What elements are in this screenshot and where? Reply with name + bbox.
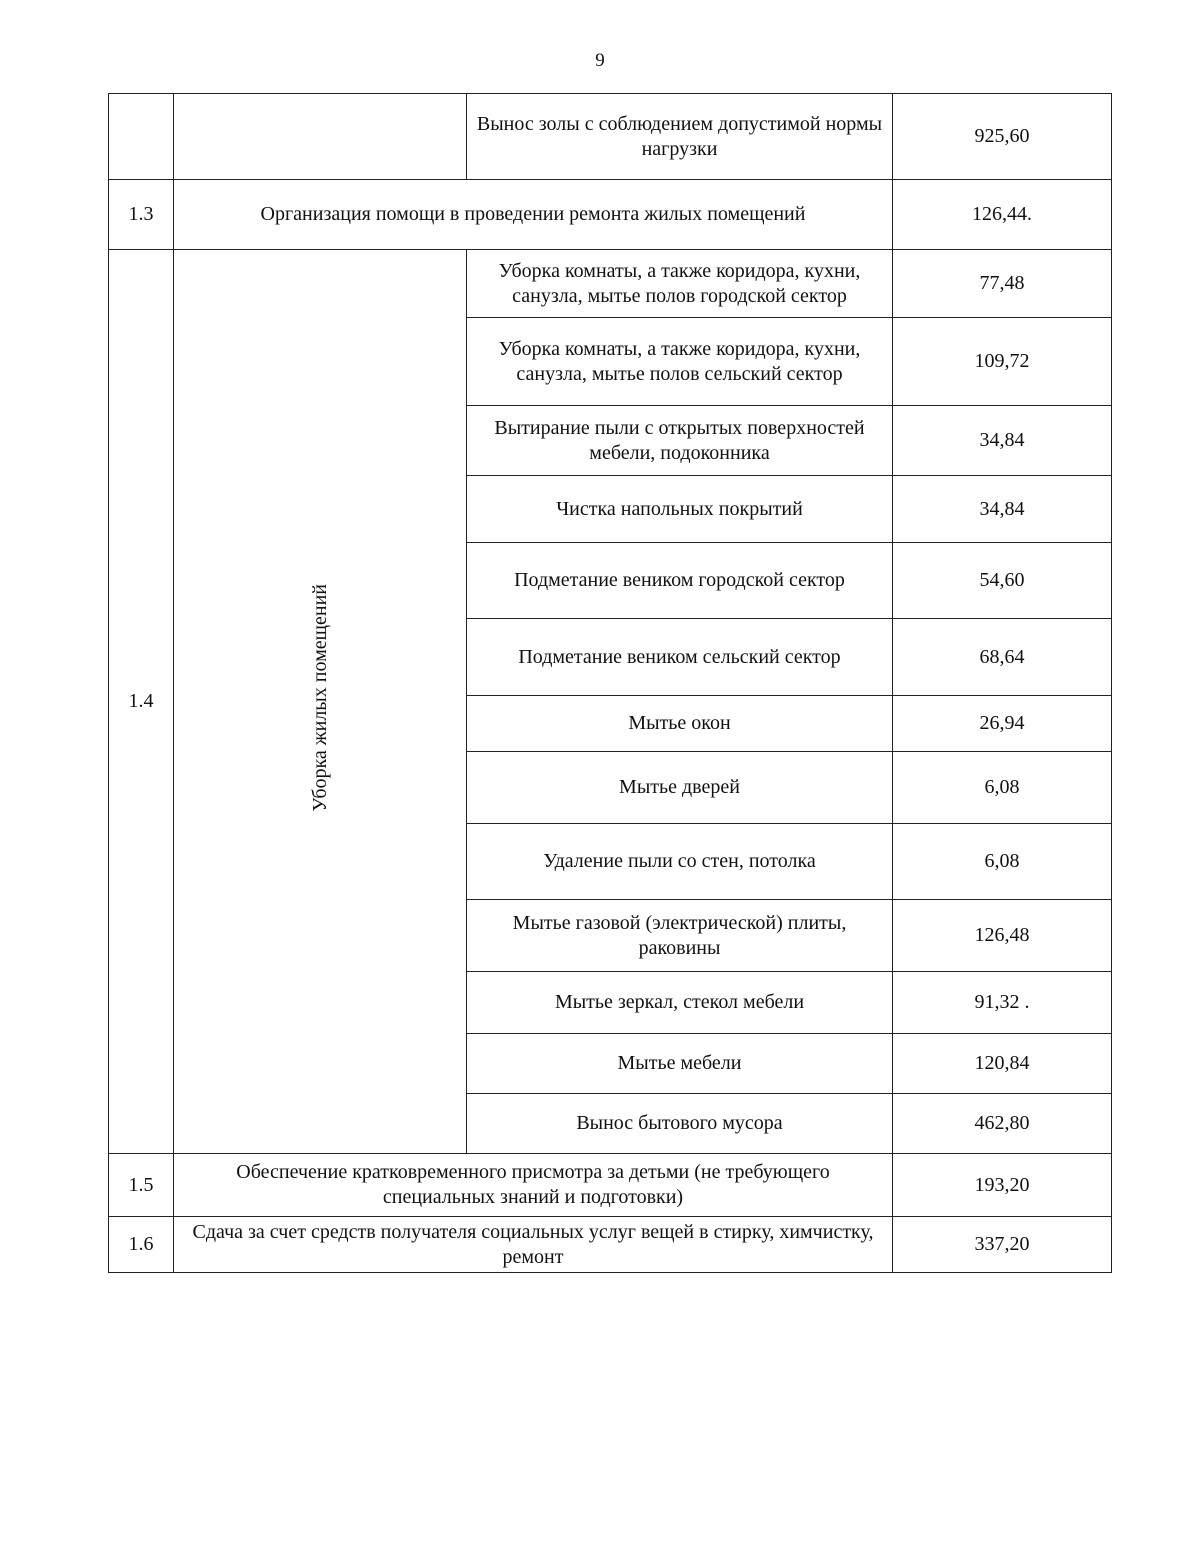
price-cell: 126,48 [893, 900, 1112, 972]
service-name-cell: Мытье газовой (электрической) плиты, раковины [467, 900, 893, 972]
page-number: 9 [595, 50, 605, 71]
number-cell: 1.4 [109, 250, 174, 1154]
number-cell [109, 94, 174, 180]
service-name-cell: Вытирание пыли с открытых поверхностей мебели, подоконника [467, 406, 893, 476]
service-name-cell: Вынос золы с соблюдением допустимой нормы нагрузки [467, 94, 893, 180]
price-cell: 925,60 [893, 94, 1112, 180]
service-name-cell: Уборка комнаты, а также коридора, кухни, санузла, мытье полов городской сектор [467, 250, 893, 318]
service-name-cell: Мытье мебели [467, 1034, 893, 1094]
price-cell: 68,64 [893, 619, 1112, 696]
table-row [109, 1154, 1112, 1217]
price-cell: 6,08 [893, 752, 1112, 824]
service-title-cell: Сдача за счет средств получателя социальных услуг вещей в стирку, химчистку, ремонт [174, 1217, 893, 1273]
service-name-cell: Подметание веником сельский сектор [467, 619, 893, 696]
price-cell: 77,48 [893, 250, 1112, 318]
service-name-cell: Уборка комнаты, а также коридора, кухни, санузла, мытье полов сельский сектор [467, 318, 893, 406]
price-cell: 337,20 [893, 1217, 1112, 1273]
group-cell [174, 94, 467, 180]
price-cell: 54,60 [893, 543, 1112, 619]
service-name-cell: Подметание веником городской сектор [467, 543, 893, 619]
price-cell: 34,84 [893, 406, 1112, 476]
service-title-cell: Обеспечение кратковременного присмотра за детьми (не требующего специальных знаний и подготовки) [174, 1154, 893, 1217]
group-label: Уборка жилых помещений [308, 584, 331, 812]
number-cell: 1.5 [109, 1154, 174, 1217]
services-price-table [108, 93, 1112, 1273]
price-cell: 26,94 [893, 696, 1112, 752]
price-cell: 91,32 . [893, 972, 1112, 1034]
price-cell: 120,84 [893, 1034, 1112, 1094]
service-name-cell: Мытье окон [467, 696, 893, 752]
number-cell: 1.3 [109, 180, 174, 250]
price-cell: 34,84 [893, 476, 1112, 543]
service-name-cell: Мытье дверей [467, 752, 893, 824]
price-value: 91,32 [974, 991, 1020, 1013]
group-cell [174, 250, 467, 1154]
price-value: 126,44 [972, 203, 1027, 225]
service-name-cell: Удаление пыли со стен, потолка [467, 824, 893, 900]
service-name-cell: Вынос бытового мусора [467, 1094, 893, 1154]
price-cell: 109,72 [893, 318, 1112, 406]
service-name-cell: Мытье зеркал, стекол мебели [467, 972, 893, 1034]
price-cell: 462,80 [893, 1094, 1112, 1154]
table-row [109, 1217, 1112, 1273]
table-row [109, 94, 1112, 180]
price-cell: 126,44. [893, 180, 1112, 250]
number-cell: 1.6 [109, 1217, 174, 1273]
price-cell: 6,08 [893, 824, 1112, 900]
service-title-cell: Организация помощи в проведении ремонта жилых помещений [174, 180, 893, 250]
table-row [109, 180, 1112, 250]
service-name-cell: Чистка напольных покрытий [467, 476, 893, 543]
price-cell: 193,20 [893, 1154, 1112, 1217]
table-row [109, 250, 1112, 318]
